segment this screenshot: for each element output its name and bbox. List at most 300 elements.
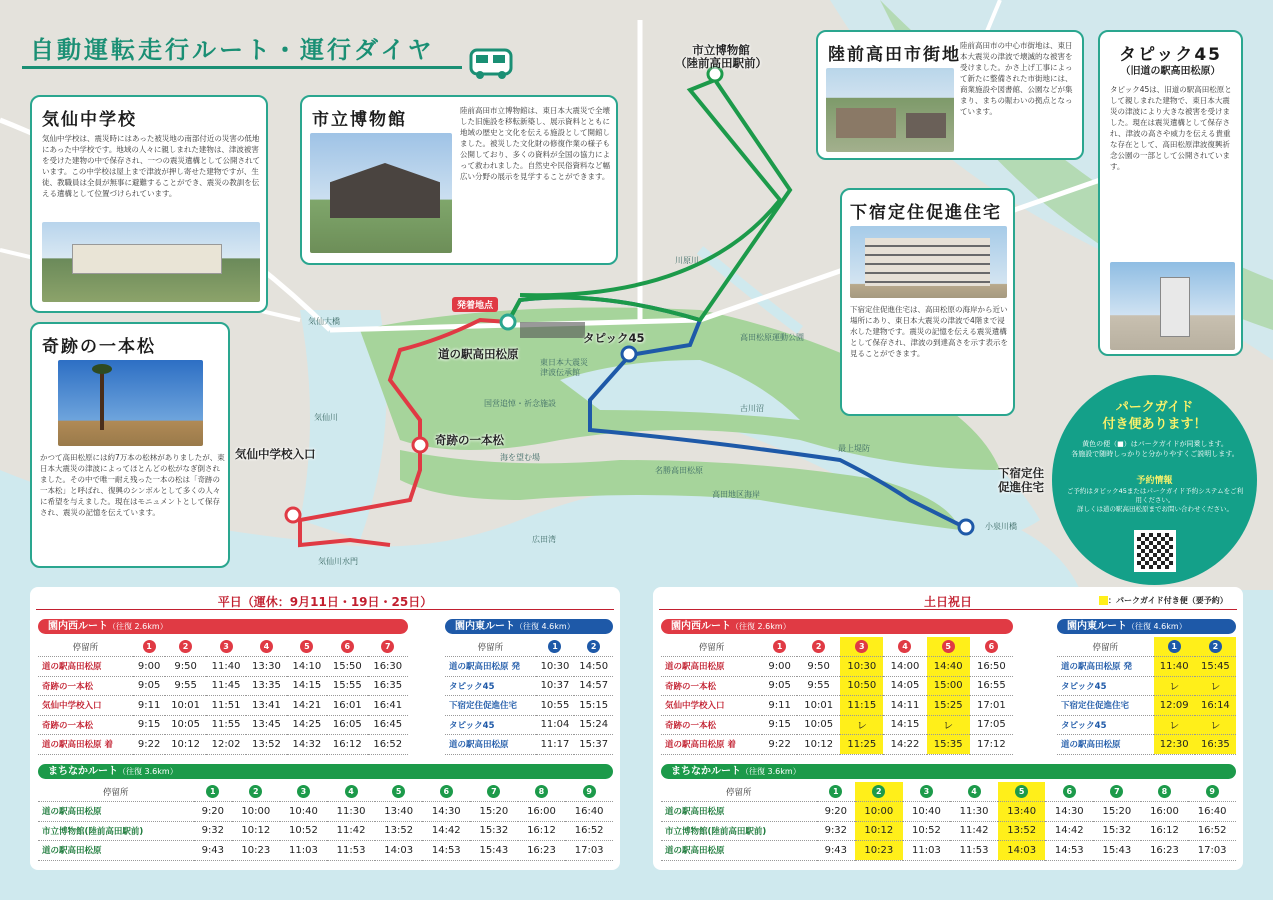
map-label-sea-plaza: 海を望む場 [500,453,540,462]
departure-time: 13:52 [246,735,286,755]
stop-name: 下宿定住促進住宅 [1057,696,1154,716]
departure-time: 10:37 [536,676,575,696]
card-city-museum [300,95,618,265]
trip-number-badge: 3 [855,640,868,653]
table-row [38,676,408,696]
departure-time: 10:01 [797,696,840,716]
table-row [1057,676,1236,696]
departure-time: 11:55 [206,715,246,735]
stop-name: 奇跡の一本松 [38,676,133,696]
trip-number [518,782,566,802]
stop-name: 道の駅高田松原 [661,802,817,822]
departure-time: 14:42 [422,821,470,841]
departure-time: 15:15 [574,696,613,716]
departure-time: 9:50 [165,657,205,677]
departure-time: 11:04 [536,715,575,735]
trip-number-badge: 5 [1015,785,1028,798]
departure-time: 16:30 [368,657,409,677]
trip-number-badge: 1 [206,785,219,798]
departure-time: 15:45 [1195,657,1236,677]
departure-time: 16:35 [1195,735,1236,755]
route-bar-west [38,619,408,634]
trip-number-badge: 6 [341,640,354,653]
map-label-memorial-facility: 国営追悼・祈念施設 [484,399,556,408]
trip-number-badge: 6 [985,640,998,653]
route-distance: （往復 2.6km） [108,622,168,631]
departure-time: 11:17 [536,735,575,755]
route-bar-east [445,619,613,634]
departure-time: 14:25 [287,715,327,735]
park-guide-title: パークガイド 付き便あります！ [1102,400,1207,432]
holiday-title: 土日祝日 [923,595,972,609]
departure-time: 13:41 [246,696,286,716]
departure-time: 9:43 [817,841,855,861]
trip-number [422,782,470,802]
departure-time: 14:15 [883,715,926,735]
departure-time: 16:00 [1141,802,1189,822]
stop-name: 奇跡の一本松 [661,715,762,735]
departure-time: 10:23 [855,841,903,861]
trip-number-badge: 5 [942,640,955,653]
departure-time: 9:20 [817,802,855,822]
departure-time: 11:45 [206,676,246,696]
table-row [661,715,1013,735]
departure-time: 15:32 [1093,821,1141,841]
timetable-holiday-east [1057,637,1236,755]
departure-time: 10:23 [232,841,280,861]
table-row [38,696,408,716]
trip-number [1154,637,1195,657]
departure-time: 13:40 [998,802,1046,822]
departure-time: 10:12 [797,735,840,755]
departure-time: 9:55 [165,676,205,696]
trip-number [375,782,423,802]
photo-museum [310,133,452,253]
trip-number [536,637,575,657]
map-label-levee: 高田地区海岸 [712,490,760,499]
trip-number-badge: 1 [143,640,156,653]
departure-time: 16:12 [327,735,367,755]
map-label-suimon: 気仙川水門 [318,557,358,566]
trip-number [470,782,518,802]
departure-time: 11:03 [903,841,951,861]
stop-column-header: 停留所 [38,637,133,657]
weekday-title: 平日（運休：9月11日・19日・25日） [217,595,433,609]
table-row [38,735,408,755]
departure-time: 9:00 [762,657,797,677]
trip-number-badge: 6 [1063,785,1076,798]
trip-number [762,637,797,657]
route-bar-town [38,764,613,779]
card-text: 気仙中学校は、震災時にはあった被災地の南部付近の災害の低地にあった中学校です。地域の人々に親しまれた建物は、津波被害を受けた建物の中で保存され、一つの震災遺構として公開されています。この中学校は屋上まで津波が押し寄せた建物ですが、生徒、教職員は全員が無事に避難することができ、震災の教訓を伝える遺構として位置づけられています。 [42,134,260,198]
departure-time: レ [1154,715,1195,735]
departure-time: 15:37 [574,735,613,755]
departure-time: 14:50 [574,657,613,677]
departure-time: 9:11 [133,696,166,716]
map-label-memorial: 東日本大震災 津波伝承館 [540,358,588,377]
timetable-weekday-east [445,637,613,755]
card-subtitle: （旧道の駅高田松原） [1120,66,1221,77]
route-name: 園内東ルート [1067,621,1127,632]
stop-name: 道の駅高田松原 [661,841,817,861]
trip-number-badge: 1 [1168,640,1181,653]
table-row [38,657,408,677]
trip-number-badge: 4 [898,640,911,653]
table-row [38,802,613,822]
departure-time: 16:40 [565,802,613,822]
map-label-sports-park: 高田松原運動公園 [740,333,804,342]
table-row [661,821,1236,841]
departure-time: 10:12 [855,821,903,841]
departure-time: 10:05 [165,715,205,735]
map-label-kesen-stop: 気仙中学校入口 [235,447,316,461]
departure-time: 9:43 [194,841,232,861]
trip-number-badge: 1 [548,640,561,653]
trip-number [1141,782,1189,802]
trip-number [280,782,328,802]
trip-number-badge: 5 [300,640,313,653]
trip-number-badge: 2 [812,640,825,653]
departure-time: 10:00 [232,802,280,822]
departure-time: 14:22 [883,735,926,755]
departure-time: 13:40 [375,802,423,822]
departure-time: 15:00 [927,676,970,696]
trip-number-badge: 9 [1206,785,1219,798]
departure-time: 16:55 [970,676,1013,696]
departure-time: 15:25 [927,696,970,716]
highlight-swatch [1099,596,1108,605]
departure-time: 14:42 [1045,821,1093,841]
map-label-koizumi: 小泉川橋 [985,522,1017,531]
card-shimojuku-housing [840,188,1015,416]
trip-number [368,637,409,657]
departure-time: 11:25 [840,735,883,755]
departure-time: 10:01 [165,696,205,716]
timetable-weekday-town [38,782,613,861]
departure-time: 9:05 [762,676,797,696]
departure-time: 9:32 [817,821,855,841]
table-row [1057,715,1236,735]
departure-time: 10:12 [232,821,280,841]
departure-time: 10:40 [280,802,328,822]
photo-kesen-building [42,222,260,302]
departure-time: 10:55 [536,696,575,716]
map-label-furukawa: 古川沼 [740,404,764,413]
departure-time: 14:40 [927,657,970,677]
departure-time: 14:05 [883,676,926,696]
stop-name: 気仙中学校入口 [38,696,133,716]
title-underline [22,66,462,69]
trip-number-badge: 5 [392,785,405,798]
departure-time: 9:55 [797,676,840,696]
route-name: 園内西ルート [48,621,108,632]
departure-time: 16:00 [518,802,566,822]
departure-time: 10:30 [840,657,883,677]
departure-time: 11:53 [950,841,998,861]
trip-number [998,782,1046,802]
trip-number-badge: 2 [1209,640,1222,653]
departure-time: 14:53 [422,841,470,861]
divider [36,609,614,610]
departure-time: 16:12 [518,821,566,841]
legend-label: ：パークガイド付き便（要予約） [1108,596,1228,605]
departure-time: レ [1195,715,1236,735]
photo-miracle-pine [58,360,203,446]
trip-number [232,782,280,802]
trip-number [817,782,855,802]
card-text: タピック45は、旧道の駅高田松原として親しまれた建物で、東日本大震災の津波により大きな被害を受けました。現在は震災遺構として保存され、津波の高さや威力を伝える貴重な存在として、高田松原津波復興祈念公園の一部として公開されています。 [1110,85,1232,171]
departure-time: 17:03 [565,841,613,861]
trip-number-badge: 8 [1158,785,1171,798]
table-row [661,676,1013,696]
trip-number [165,637,205,657]
departure-time: 10:50 [840,676,883,696]
trip-number [1045,782,1093,802]
stop-column-header: 停留所 [38,782,194,802]
trip-number [246,637,286,657]
card-title: 気仙中学校 [42,110,137,130]
weekday-schedule-panel [30,587,620,870]
park-guide-bubble [1052,375,1257,585]
route-bar-east [1057,619,1236,634]
timetable-header [38,782,613,802]
departure-time: 9:15 [762,715,797,735]
departure-time: 9:05 [133,676,166,696]
photo-town [826,68,954,152]
map-label-kesen-river: 気仙川 [314,413,338,422]
card-text: 陸前高田市の中心市街地は、東日本大震災の津波で壊滅的な被害を受けました。かさ上げ工事によって新たに整備された市街地には、商業施設や図書館、公園などが集まり、まちの賑わいの拠点となっています。 [960,41,1073,116]
trip-number [903,782,951,802]
map-label-hirota-bay: 広田湾 [532,535,556,544]
card-tapic45 [1098,30,1243,356]
card-kesen-junior-high [30,95,268,313]
stop-name: 市立博物館(陸前高田駅前) [661,821,817,841]
departure-time: 15:32 [470,821,518,841]
departure-time: 17:03 [1188,841,1236,861]
departure-time: 14:11 [883,696,926,716]
departure-time: 16:01 [327,696,367,716]
trip-number-badge: 3 [220,640,233,653]
trip-number [206,637,246,657]
departure-time: レ [1154,676,1195,696]
departure-time: 17:01 [970,696,1013,716]
stop-column-header: 停留所 [445,637,536,657]
timetable-header [661,637,1013,657]
departure-time: 17:12 [970,735,1013,755]
departure-time: 11:15 [840,696,883,716]
stop-name: タピック45 [445,715,536,735]
trip-number-badge: 6 [440,785,453,798]
departure-time: 16:52 [1188,821,1236,841]
departure-time: 14:30 [1045,802,1093,822]
photo-housing [850,226,1007,298]
timetable-holiday-west [661,637,1013,755]
route-name: 園内西ルート [671,621,731,632]
trip-number [797,637,840,657]
table-row [445,696,613,716]
departure-time: 9:22 [133,735,166,755]
card-miracle-pine [30,322,230,568]
trip-number [1188,782,1236,802]
departure-time: レ [840,715,883,735]
departure-time: 9:15 [133,715,166,735]
departure-time: 14:15 [287,676,327,696]
departure-time: レ [1195,676,1236,696]
stop-name: タピック45 [1057,715,1154,735]
table-row [1057,657,1236,677]
trip-number [574,637,613,657]
departure-time: 13:45 [246,715,286,735]
trip-number [970,637,1013,657]
table-row [38,715,408,735]
table-row [445,715,613,735]
trip-number [133,637,166,657]
trip-number [855,782,903,802]
stop-name: 下宿定住促進住宅 [445,696,536,716]
trip-number-badge: 7 [381,640,394,653]
route-distance: （往復 4.6km） [515,622,575,631]
card-title: 市立博物館 [312,110,407,130]
departure-time: 13:35 [246,676,286,696]
departure-time: 15:43 [470,841,518,861]
bus-icon [467,42,515,82]
departure-time: 14:57 [574,676,613,696]
stop-name: 道の駅高田松原 発 [1057,657,1154,677]
departure-time: 9:22 [762,735,797,755]
holiday-schedule-panel [653,587,1243,870]
trip-number-badge: 2 [587,640,600,653]
timetable-header [38,637,408,657]
departure-time: 14:10 [287,657,327,677]
departure-time: 13:52 [375,821,423,841]
departure-time: 16:40 [1188,802,1236,822]
stop-name: 奇跡の一本松 [661,676,762,696]
card-title: 陸前高田市街地 [828,45,961,65]
trip-number-badge: 3 [920,785,933,798]
route-distance: （往復 3.6km） [741,767,801,776]
photo-tapic45 [1110,262,1235,350]
route-name: まちなかルート [671,766,741,777]
table-row [1057,735,1236,755]
stop-name: 道の駅高田松原 発 [445,657,536,677]
trip-number-badge: 1 [829,785,842,798]
stop-name: 道の駅高田松原 着 [661,735,762,755]
stop-name: 道の駅高田松原 [38,802,194,822]
page-title: 自動運転走行ルート・運行ダイヤ [30,36,435,64]
trip-number-badge: 2 [249,785,262,798]
route-distance: （往復 4.6km） [1127,622,1187,631]
route-name: まちなかルート [48,766,118,777]
departure-time: 14:53 [1045,841,1093,861]
trip-number [840,637,883,657]
departure-time: 12:09 [1154,696,1195,716]
departure-time: 13:30 [246,657,286,677]
map-label-kesen-bridge: 気仙大橋 [308,317,340,326]
departure-time: 12:02 [206,735,246,755]
reserve-text: ご予約はタピック45またはパークガイド予約システムをご利用ください。 詳しくは道の駅高田松原までお問い合わせください。 [1066,487,1244,513]
table-row [1057,696,1236,716]
departure-time: 10:52 [903,821,951,841]
timetable-header [445,637,613,657]
stop-column-header: 停留所 [661,637,762,657]
departure-time: 14:30 [422,802,470,822]
departure-time: 10:52 [280,821,328,841]
departure-time: 14:21 [287,696,327,716]
departure-time: 10:00 [855,802,903,822]
card-text: かつて高田松原には約7万本の松林がありましたが、東日本大震災の津波によってほとんどの松がなぎ倒されました。その中で唯一耐え残った一本の松は「奇跡の一本松」と呼ばれ、復興のシンボルとして多くの人々に希望を与えました。現在はモニュメントとして保存され、震災の記憶を伝えています。 [40,453,225,517]
card-title: タピック45 [1119,45,1222,65]
divider [659,609,1237,610]
reserve-title: 予約情報 [1136,476,1173,486]
map-label-housing-stop: 下宿定住 促進住宅 [998,466,1044,494]
departure-time: 14:00 [883,657,926,677]
trip-number-badge: 7 [487,785,500,798]
departure-time: 9:11 [762,696,797,716]
departure-time: 16:52 [565,821,613,841]
departure-time: 15:24 [574,715,613,735]
trip-number [1195,637,1236,657]
trip-number-badge: 1 [773,640,786,653]
table-row [445,735,613,755]
trip-number [327,637,367,657]
route-bar-town [661,764,1236,779]
park-guide-text: 黄色の便（■）はパークガイドが同乗します。 各施設で随時しっかりと分かりやすくご説明します。 [1071,440,1239,458]
departure-time: 15:20 [1093,802,1141,822]
stop-name: 気仙中学校入口 [661,696,762,716]
departure-time: 11:42 [327,821,375,841]
qr-code-icon[interactable] [1134,530,1176,572]
departure-time: 11:30 [327,802,375,822]
departure-time: 16:50 [970,657,1013,677]
departure-time: 16:14 [1195,696,1236,716]
card-title: 下宿定住促進住宅 [850,203,1002,223]
trip-number [194,782,232,802]
timetable-weekday-west [38,637,408,755]
trip-number [927,637,970,657]
departure-time: 10:05 [797,715,840,735]
map-label-start: 発着地点 [452,297,498,312]
stop-name: タピック45 [1057,676,1154,696]
departure-time: 15:55 [327,676,367,696]
departure-time: 13:52 [998,821,1046,841]
table-row [661,802,1236,822]
departure-time: 10:12 [165,735,205,755]
departure-time: 14:32 [287,735,327,755]
departure-time: 10:40 [903,802,951,822]
map-label-michinoeki: 道の駅高田松原 [438,347,519,361]
trip-number [565,782,613,802]
table-row [661,841,1236,861]
departure-time: 16:35 [368,676,409,696]
departure-time: 16:45 [368,715,409,735]
table-row [445,676,613,696]
trip-number-badge: 2 [872,785,885,798]
trip-number-badge: 2 [179,640,192,653]
table-row [661,735,1013,755]
trip-number [327,782,375,802]
map-label-pine: 奇跡の一本松 [435,433,504,447]
trip-number-badge: 4 [345,785,358,798]
stop-name: 道の駅高田松原 [661,657,762,677]
table-row [661,696,1013,716]
stop-column-header: 停留所 [661,782,817,802]
timetable-holiday-town [661,782,1236,861]
trip-number [287,637,327,657]
departure-time: 11:03 [280,841,328,861]
map-label-matsubara: 名勝高田松原 [655,466,703,475]
timetable-header [661,782,1236,802]
stop-name: タピック45 [445,676,536,696]
